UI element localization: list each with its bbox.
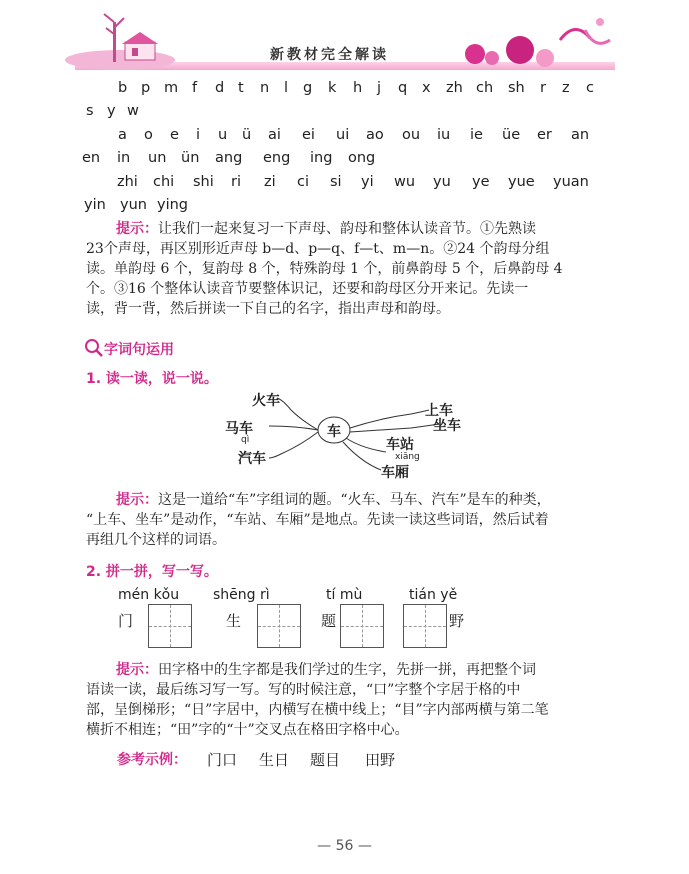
pinyin-syllable: d — [215, 80, 225, 96]
tip-line: 读，背一背，然后拼读一下自己的名字，指出声母和韵母。 — [86, 301, 450, 317]
question-1-title: 1. 读一读，说一说。 — [86, 371, 218, 387]
pinyin-syllable: üe — [502, 127, 521, 143]
tip-line: 这是一道给“车”字组词的题。“火车、马车、汽车”是车的种类， — [158, 492, 551, 508]
tip-line: 田字格中的生字都是我们学过的生字，先拼一拼，再把整个词 — [158, 662, 536, 678]
pinyin-syllable: p — [141, 80, 151, 96]
pinyin-syllable: g — [303, 80, 313, 96]
mindmap-word: 坐车 — [433, 418, 461, 434]
pinyin-syllable: er — [537, 127, 552, 143]
pinyin-syllable: ü — [242, 127, 252, 143]
pinyin-syllable: w — [127, 103, 139, 119]
pinyin-syllable: ün — [181, 150, 200, 166]
pinyin-syllable: r — [540, 80, 546, 96]
tip-line: 读。单韵母 6 个，复韵母 8 个，特殊韵母 1 个，前鼻韵母 5 个，后鼻韵母 4 — [86, 261, 563, 277]
pinyin-syllable: yue — [508, 174, 535, 190]
pinyin-syllable: k — [328, 80, 337, 96]
header-decoration — [0, 0, 689, 80]
pinyin-prompt: tián yě — [409, 587, 458, 603]
pinyin-syllable: in — [117, 150, 131, 166]
pinyin-prompt: shēng rì — [213, 587, 270, 603]
mindmap-pinyin: qì — [241, 435, 250, 445]
mindmap-word: 上车 — [425, 403, 453, 419]
pinyin-syllable: ui — [336, 127, 350, 143]
pinyin-syllable: s — [86, 103, 94, 119]
pinyin-syllable: q — [398, 80, 408, 96]
pinyin-syllable: un — [148, 150, 167, 166]
pinyin-syllable: b — [118, 80, 128, 96]
word-mindmap — [221, 390, 467, 481]
pinyin-syllable: ye — [472, 174, 490, 190]
given-character: 门 — [118, 612, 134, 630]
pinyin-syllable: i — [196, 127, 201, 143]
pinyin-syllable: x — [422, 80, 431, 96]
answer-word: 门口 — [207, 751, 238, 769]
pinyin-syllable: ie — [470, 127, 483, 143]
pinyin-syllable: n — [260, 80, 270, 96]
tip-line: 让我们一起来复习一下声母、韵母和整体认读音节。①先熟读 — [158, 221, 536, 237]
pinyin-syllable: e — [170, 127, 179, 143]
mindmap-word: 火车 — [252, 393, 280, 409]
pinyin-syllable: ang — [215, 150, 243, 166]
pinyin-syllable: ou — [402, 127, 421, 143]
writing-grid[interactable] — [403, 604, 447, 648]
tip-writing — [86, 660, 606, 740]
pinyin-syllable: shi — [193, 174, 214, 190]
given-character: 题 — [321, 612, 337, 630]
pinyin-syllable: u — [218, 127, 228, 143]
pinyin-syllable: ong — [348, 150, 376, 166]
mindmap-pinyin: xiāng — [395, 452, 420, 462]
pinyin-syllable: ing — [310, 150, 333, 166]
pinyin-syllable: yun — [120, 197, 147, 213]
pinyin-syllable: yi — [361, 174, 374, 190]
pinyin-syllable: f — [192, 80, 198, 96]
tip-line: 个。③16 个整体认读音节要整体识记，还要和韵母区分开来记。先读一 — [86, 281, 529, 297]
pinyin-syllable: h — [353, 80, 363, 96]
pinyin-syllable: zh — [446, 80, 463, 96]
pinyin-syllable: yu — [433, 174, 451, 190]
given-character: 生 — [226, 612, 242, 630]
page-number: — 56 — — [317, 838, 372, 854]
pinyin-syllable: si — [330, 174, 342, 190]
pinyin-syllable: ri — [231, 174, 241, 190]
tip-label: 提示： — [116, 662, 158, 678]
tip-line: 部，呈倒梯形；“日”字居中，内横写在横中线上；“目”字内部两横与第二笔 — [86, 702, 549, 718]
pinyin-syllable: iu — [437, 127, 451, 143]
mindmap-word: 马车 — [225, 421, 253, 437]
tip-line: 横折不相连；“田”字的“十”交叉点在格田字格中心。 — [86, 722, 409, 738]
pinyin-syllable: j — [377, 80, 382, 96]
section-title: 字词句运用 — [104, 342, 174, 358]
pinyin-syllable: wu — [394, 174, 416, 190]
pinyin-syllable: zhi — [117, 174, 138, 190]
writing-grid[interactable] — [148, 604, 192, 648]
answer-label: 参考示例： — [117, 752, 187, 768]
answer-word: 生日 — [259, 751, 290, 769]
pinyin-syllable: sh — [508, 80, 525, 96]
writing-grid[interactable] — [257, 604, 301, 648]
pinyin-syllable: z — [562, 80, 570, 96]
pinyin-syllable: eng — [263, 150, 291, 166]
pinyin-syllable: ch — [476, 80, 494, 96]
pinyin-syllable: ci — [297, 174, 310, 190]
pinyin-syllable: ying — [157, 197, 189, 213]
pinyin-syllable: an — [571, 127, 590, 143]
pinyin-syllable: ei — [302, 127, 315, 143]
pinyin-syllable: chi — [153, 174, 175, 190]
tip-label: 提示： — [116, 221, 158, 237]
mindmap-word: 车站 — [386, 437, 414, 453]
pinyin-syllable: y — [107, 103, 116, 119]
pinyin-syllable: o — [144, 127, 153, 143]
pinyin-syllable: a — [118, 127, 127, 143]
pinyin-syllable: en — [82, 150, 101, 166]
tip-word-groups — [86, 490, 606, 550]
pinyin-syllable: yin — [84, 197, 106, 213]
given-character: 野 — [449, 612, 465, 630]
pinyin-syllable: c — [586, 80, 594, 96]
mindmap-word: 汽车 — [238, 451, 266, 467]
pinyin-prompt: mén kǒu — [118, 587, 180, 603]
pinyin-syllable: l — [284, 80, 289, 96]
tip-label: 提示： — [116, 492, 158, 508]
answer-word: 题目 — [310, 751, 341, 769]
pinyin-syllable: m — [164, 80, 179, 96]
writing-grid[interactable] — [340, 604, 384, 648]
tip-line: 语读一读，最后练习写一写。写的时候注意，“口”字整个字居于格的中 — [86, 682, 521, 698]
tip-line: 23个声母，再区别形近声母 b—d、p—q、f—t、m—n。②24 个韵母分组 — [86, 241, 550, 257]
pinyin-syllable: ai — [268, 127, 281, 143]
question-2-title: 2. 拼一拼，写一写。 — [86, 564, 218, 580]
tip-line: 再组几个这样的词语。 — [86, 532, 226, 548]
tip-line: “上车、坐车”是动作，“车站、车厢”是地点。先读一读这些词语，然后试着 — [86, 512, 549, 528]
mindmap-center: 车 — [327, 424, 341, 440]
pinyin-syllable: yuan — [553, 174, 589, 190]
pinyin-syllable: zi — [264, 174, 276, 190]
page-header — [0, 0, 689, 80]
magnifier-icon — [84, 338, 104, 358]
tip-pinyin-review — [86, 219, 606, 319]
pinyin-syllable: ao — [366, 127, 384, 143]
header-title: 新教材完全解读 — [270, 47, 389, 63]
mindmap-word: 车厢 — [381, 465, 409, 481]
pinyin-prompt: tí mù — [326, 587, 363, 603]
answer-word: 田野 — [365, 751, 396, 769]
pinyin-syllable: t — [238, 80, 244, 96]
